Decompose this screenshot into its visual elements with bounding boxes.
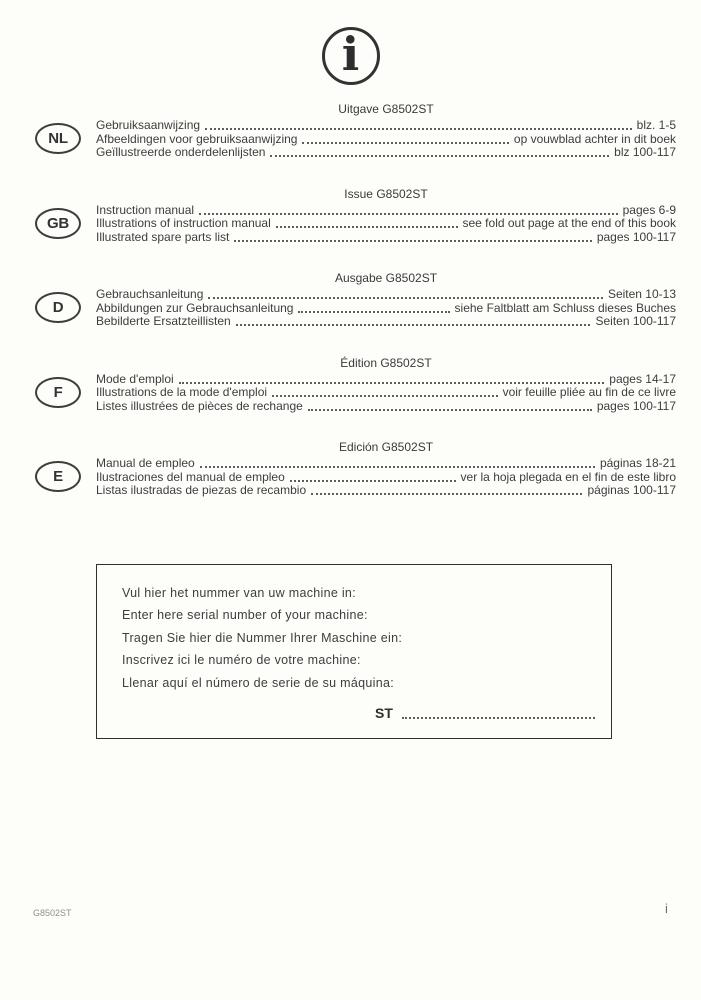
toc-row [96, 133, 676, 147]
toc-label: Listes illustrées de pièces de rechange [96, 398, 303, 413]
section-header: Issue G8502ST [344, 186, 428, 201]
language-section-f [53, 355, 676, 414]
dotted-leader [308, 400, 592, 411]
toc-row [96, 119, 676, 133]
toc-label: Illustrations of instruction manual [96, 216, 271, 230]
serial-instruction-fr: Inscrivez ici le numéro de votre machine: [122, 653, 361, 667]
toc-page-ref: páginas 18-21 [599, 456, 676, 470]
toc-label: Instruction manual [96, 202, 195, 217]
language-section-d [52, 271, 676, 329]
serial-entry-row [375, 705, 595, 721]
toc-label: Geïllustreerde onderdelenlijsten [96, 145, 266, 159]
toc-page-ref: pages 100-117 [596, 398, 676, 413]
language-section-e [53, 440, 676, 498]
toc-label: Ilustraciones del manual de empleo [96, 469, 285, 484]
info-icon [322, 27, 380, 85]
toc-row [96, 231, 676, 245]
dotted-leader [272, 386, 498, 397]
toc-label: Bebilderte Ersatzteillisten [96, 314, 231, 328]
toc-page-ref: pages 14-17 [609, 371, 676, 386]
dotted-leader [205, 119, 632, 130]
section-header: Édition G8502ST [340, 355, 432, 370]
language-badge-e: E [35, 461, 81, 492]
serial-prefix: ST [375, 705, 393, 721]
dotted-leader [270, 146, 609, 157]
toc-page-ref: Seiten 10-13 [607, 287, 676, 301]
dotted-leader [236, 315, 591, 326]
toc-label: Manual de empleo [96, 456, 195, 470]
toc-row [96, 302, 676, 316]
toc-row [96, 373, 676, 387]
dotted-leader [290, 471, 456, 482]
toc-page-ref: voir feuille pliée au fin de ce livre [502, 385, 676, 399]
toc-row [96, 457, 676, 471]
toc-row [96, 400, 676, 414]
dotted-leader [298, 302, 449, 313]
language-badge-gb: GB [35, 208, 81, 239]
toc-page-ref: see fold out page at the end of this book [462, 216, 676, 230]
toc-page-ref: blz. 1-5 [636, 118, 676, 132]
toc-page-ref: Seiten 100-117 [595, 314, 676, 328]
language-badge-nl: NL [35, 123, 81, 154]
section-header: Uitgave G8502ST [338, 102, 434, 116]
toc-label: Listas ilustradas de piezas de recambio [96, 483, 307, 497]
toc-row [96, 484, 676, 498]
toc-page-ref: blz 100-117 [614, 145, 676, 159]
dotted-leader [276, 217, 458, 228]
dotted-leader [208, 288, 603, 299]
serial-number-box [96, 564, 612, 739]
toc-page-ref: pages 6-9 [622, 202, 676, 217]
toc-row [96, 471, 676, 485]
dotted-leader [302, 133, 508, 144]
serial-instruction-de: Tragen Sie hier die Nummer Ihrer Maschine ein: [122, 630, 403, 645]
serial-instruction-nl: Vul hier het nummer van uw machine in: [122, 585, 356, 600]
toc-row [96, 204, 676, 218]
dotted-leader [234, 231, 591, 242]
serial-entry-line [402, 705, 595, 719]
serial-instruction-en: Enter here serial number of your machine: [122, 608, 368, 622]
toc-page-ref: páginas 100-117 [587, 483, 676, 497]
toc-row [96, 146, 676, 160]
toc-page-ref: siehe Faltblatt am Schluss dieses Buches [454, 300, 676, 315]
toc-page-ref: pages 100-117 [596, 229, 676, 244]
dotted-leader [179, 373, 605, 384]
toc-label: Afbeeldingen voor gebruiksaanwijzing [96, 131, 298, 146]
toc-label: Gebruiksaanwijzing [96, 118, 201, 132]
toc-label: Illustrations de la mode d'emploi [96, 385, 268, 399]
serial-instruction-es: Llenar aquí el número de serie de su máquina: [122, 675, 394, 690]
language-badge-f: F [35, 377, 81, 408]
language-section-nl [48, 102, 676, 160]
info-icon-glyph: i [341, 27, 360, 81]
toc-label: Illustrated spare parts list [96, 229, 230, 244]
dotted-leader [200, 457, 595, 468]
section-header: Ausgabe G8502ST [334, 271, 438, 285]
toc-row [96, 386, 676, 400]
toc-page-ref: ver la hoja plegada en el fin de este libro [460, 469, 676, 484]
dotted-leader [199, 204, 618, 215]
toc-page-ref: op vouwblad achter in dit boek [513, 131, 676, 146]
toc-row [96, 217, 676, 231]
dotted-leader [311, 484, 582, 495]
section-header: Edición G8502ST [338, 440, 434, 454]
document-code: G8502ST [33, 908, 72, 918]
language-badge-d: D [35, 292, 81, 323]
toc-label: Gebrauchsanleitung [96, 287, 204, 301]
language-section-gb [47, 186, 676, 245]
page-number: i [665, 901, 668, 916]
toc-label: Mode d'emploi [96, 371, 174, 386]
toc-label: Abbildungen zur Gebrauchsanleitung [96, 300, 294, 315]
toc-row [96, 288, 676, 302]
toc-row [96, 315, 676, 329]
